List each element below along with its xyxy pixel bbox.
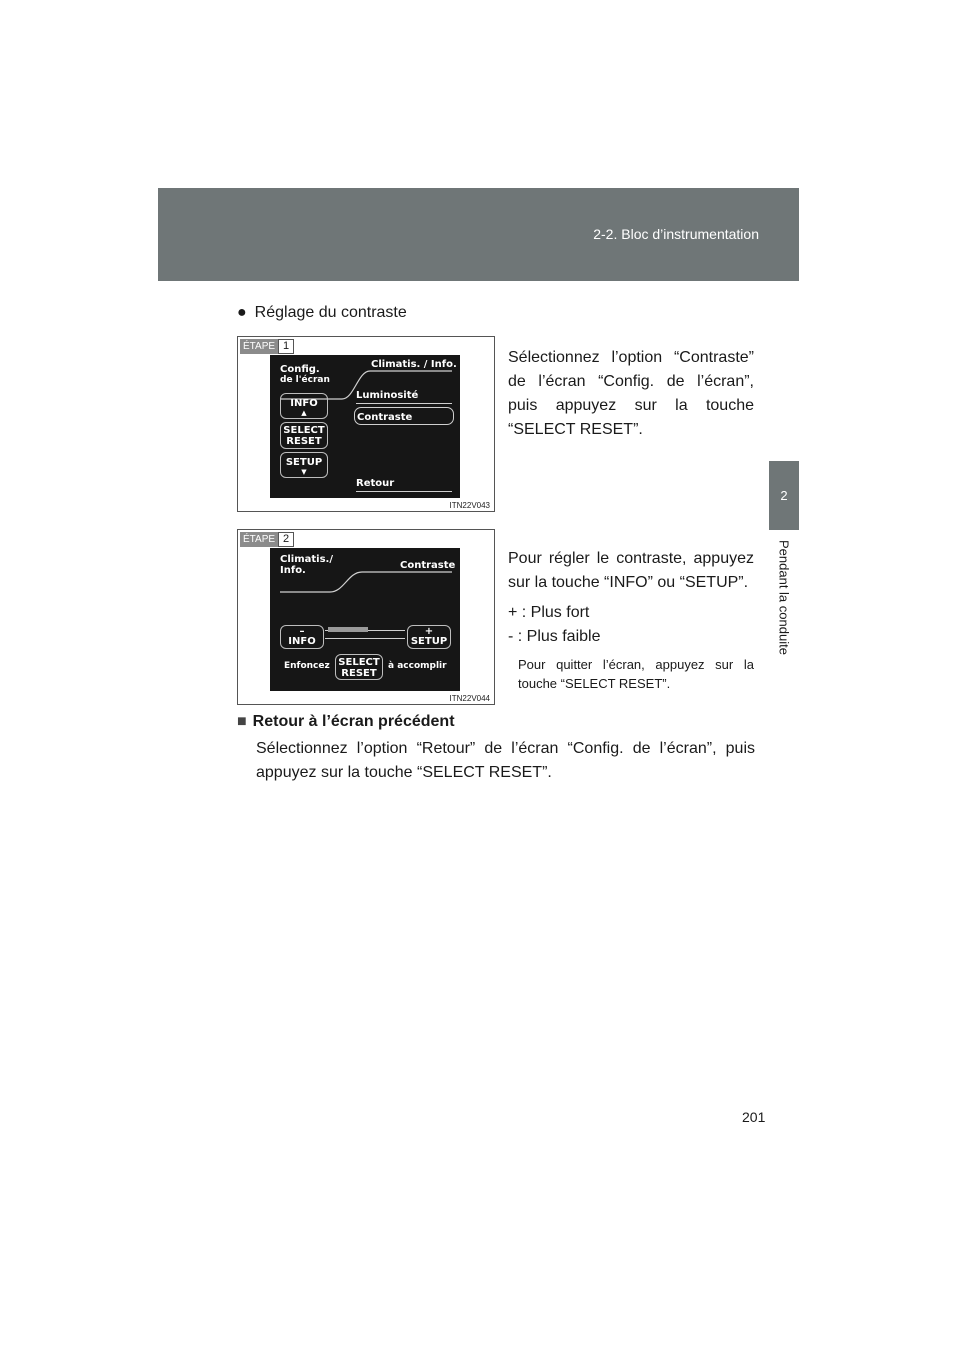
square-bullet-icon: ■: [237, 713, 247, 730]
contrast-screen: [270, 548, 460, 691]
setup-label: SETUP: [285, 457, 323, 468]
step-number: 1: [278, 339, 294, 354]
info-minus-button[interactable]: [280, 625, 324, 649]
return-heading-text: Retour à l’écran précédent: [252, 713, 455, 730]
step-word: ÉTAPE: [240, 532, 278, 547]
config-screen: [270, 355, 460, 498]
step1-description: [508, 346, 754, 442]
arrow-down-icon: ▼: [301, 468, 307, 476]
header-band: [158, 188, 799, 281]
section-title: 2-2. Bloc d’instrumentation: [593, 226, 759, 242]
step2-badge: [240, 532, 294, 547]
info-label: INFO: [288, 636, 316, 647]
step1-text: Sélectionnez l’option “Contraste” de l’écran “Config. de l’écran”, puis appuyez sur la touche “SELECT RESET”.: [508, 349, 754, 438]
return-text: Sélectionnez l’option “Retour” de l’écran “Config. de l’écran”, puis appuyez sur la touche “SELECT RESET”.: [256, 740, 755, 781]
minus-icon: –: [299, 626, 305, 637]
contrast-heading-text: Réglage du contraste: [254, 304, 407, 321]
menu-header: Contraste: [400, 560, 456, 571]
info-button[interactable]: [280, 393, 328, 419]
figure-code: ITN22V043: [449, 501, 490, 510]
step2-text: Pour régler le contraste, appuyez sur la touche “INFO” ou “SETUP”.: [508, 550, 754, 591]
plus-line: + : Plus fort: [508, 604, 590, 621]
done-label: à accomplir: [388, 661, 447, 671]
arrow-up-icon: ▲: [301, 409, 307, 417]
press-label: Enfoncez: [284, 661, 330, 671]
select-reset-button[interactable]: [335, 654, 383, 680]
contrast-heading: [237, 304, 407, 322]
screen-title-line2: Info.: [280, 565, 306, 576]
step-word: ÉTAPE: [240, 339, 278, 354]
step2-note: Pour quitter l’écran, appuyez sur la touche “SELECT RESET”.: [518, 657, 754, 691]
menu-item-contraste: Contraste: [357, 412, 413, 423]
chapter-label: Pendant la conduite: [776, 540, 792, 655]
screen-title-line2: de l'écran: [280, 375, 330, 385]
chapter-tab: 2: [769, 461, 799, 530]
setup-plus-button[interactable]: [407, 625, 451, 649]
step2-figure: [237, 529, 495, 705]
info-label: INFO: [290, 398, 318, 409]
step1-figure: [237, 336, 495, 512]
reset-label: RESET: [286, 436, 322, 447]
screen-title-line1: Config.: [280, 364, 320, 375]
bullet-icon: ●: [237, 304, 247, 321]
step2-description: [508, 547, 754, 693]
step1-badge: [240, 339, 294, 354]
select-label: SELECT: [338, 657, 380, 668]
reset-label: RESET: [341, 668, 377, 679]
screen-title-line1: Climatis./: [280, 554, 333, 565]
return-section: [237, 713, 755, 785]
select-reset-button[interactable]: [280, 422, 328, 449]
menu-header: Climatis. / Info.: [371, 359, 457, 370]
plus-icon: +: [424, 626, 434, 637]
setup-label: SETUP: [410, 636, 448, 647]
setup-button[interactable]: [280, 452, 328, 478]
figure-code: ITN22V044: [449, 694, 490, 703]
page-number: 201: [742, 1109, 766, 1125]
contrast-level-bar: [328, 627, 368, 632]
select-label: SELECT: [283, 425, 325, 436]
return-heading: [237, 713, 755, 731]
menu-item-retour: Retour: [356, 478, 395, 489]
menu-item-luminosite: Luminosité: [356, 390, 419, 401]
step-number: 2: [278, 532, 294, 547]
minus-line: - : Plus faible: [508, 628, 601, 645]
